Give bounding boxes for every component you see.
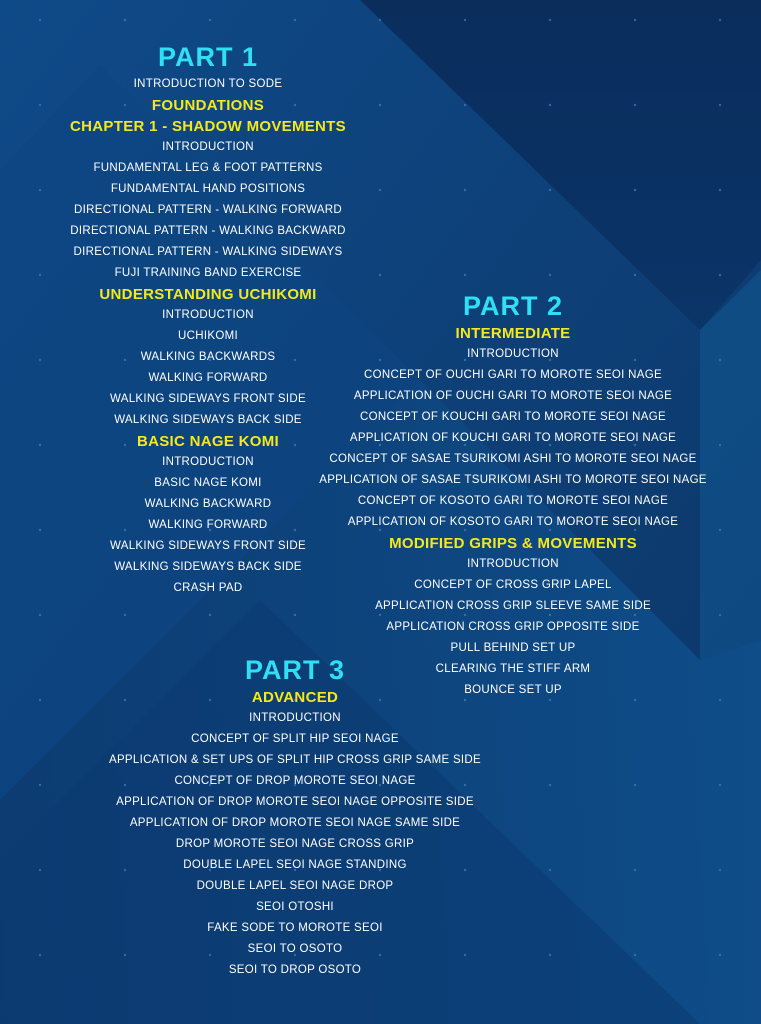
chapter-item: DROP MOROTE SEOI NAGE CROSS GRIP (175, 838, 415, 850)
section-heading: ADVANCED (251, 689, 339, 706)
chapter-item: PULL BEHIND SET UP (450, 642, 576, 654)
section-heading: FOUNDATIONS (151, 97, 265, 114)
part-title: PART 2 (462, 291, 563, 321)
chapter-item: WALKING FORWARD (148, 519, 268, 531)
chapter-item: CONCEPT OF SASAE TSURIKOMI ASHI TO MOROTE SEOI NAGE (329, 453, 697, 465)
chapter-item: CONCEPT OF KOUCHI GARI TO MOROTE SEOI NAGE (360, 411, 666, 423)
chapter-item: BOUNCE SET UP (464, 684, 562, 696)
chapter-item: INTRODUCTION TO SODE (133, 78, 283, 90)
chapter-item: WALKING SIDEWAYS BACK SIDE (114, 414, 302, 426)
chapter-item: WALKING SIDEWAYS FRONT SIDE (110, 393, 306, 405)
chapter-item: WALKING BACKWARD (144, 498, 272, 510)
chapter-item: CONCEPT OF KOSOTO GARI TO MOROTE SEOI NAGE (357, 495, 669, 507)
chapter-item: WALKING FORWARD (148, 372, 268, 384)
chapter-item: APPLICATION CROSS GRIP OPPOSITE SIDE (386, 621, 640, 633)
section-heading: CHAPTER 1 - SHADOW MOVEMENTS (70, 118, 346, 135)
chapter-item: CONCEPT OF SPLIT HIP SEOI NAGE (191, 733, 399, 745)
chapter-item: APPLICATION CROSS GRIP SLEEVE SAME SIDE (375, 600, 651, 612)
chapter-item: APPLICATION OF KOSOTO GARI TO MOROTE SEOI NAGE (347, 516, 679, 528)
chapter-item: APPLICATION OF OUCHI GARI TO MOROTE SEOI NAGE (353, 390, 673, 402)
chapter-item: DOUBLE LAPEL SEOI NAGE DROP (196, 880, 394, 892)
chapter-item: FAKE SODE TO MOROTE SEOI (207, 922, 383, 934)
chapter-item: SEOI OTOSHI (256, 901, 334, 913)
chapter-item: DOUBLE LAPEL SEOI NAGE STANDING (183, 859, 407, 871)
chapter-item: APPLICATION & SET UPS OF SPLIT HIP CROSS GRIP SAME SIDE (108, 754, 482, 766)
chapter-item: CONCEPT OF DROP MOROTE SEOI NAGE (174, 775, 416, 787)
chapter-item: DIRECTIONAL PATTERN - WALKING FORWARD (74, 204, 342, 216)
chapter-item: APPLICATION OF DROP MOROTE SEOI NAGE OPPOSITE SIDE (116, 796, 474, 808)
chapter-item: SEOI TO OSOTO (247, 943, 343, 955)
chapter-item: FUNDAMENTAL LEG & FOOT PATTERNS (93, 162, 323, 174)
chapter-item: CRASH PAD (173, 582, 243, 594)
chapter-item: DIRECTIONAL PATTERN - WALKING BACKWARD (70, 225, 346, 237)
chapter-item: CONCEPT OF OUCHI GARI TO MOROTE SEOI NAGE (364, 369, 662, 381)
chapter-item: SEOI TO DROP OSOTO (228, 964, 362, 976)
chapter-item: APPLICATION OF SASAE TSURIKOMI ASHI TO MOROTE SEOI NAGE (319, 474, 707, 486)
chapter-item: BASIC NAGE KOMI (154, 477, 262, 489)
chapter-item: UCHIKOMI (178, 330, 238, 342)
chapter-item: INTRODUCTION (249, 712, 341, 724)
chapter-item: APPLICATION OF DROP MOROTE SEOI NAGE SAME SIDE (129, 817, 461, 829)
section-heading: INTERMEDIATE (455, 325, 571, 342)
chapter-item: FUNDAMENTAL HAND POSITIONS (110, 183, 306, 195)
chapter-item: INTRODUCTION (162, 309, 254, 321)
chapter-item: CLEARING THE STIFF ARM (435, 663, 591, 675)
chapter-item: CONCEPT OF CROSS GRIP LAPEL (414, 579, 612, 591)
section-heading: UNDERSTANDING UCHIKOMI (99, 286, 317, 303)
chapter-item: APPLICATION OF KOUCHI GARI TO MOROTE SEOI NAGE (349, 432, 677, 444)
section-heading: MODIFIED GRIPS & MOVEMENTS (389, 535, 637, 552)
section-heading: BASIC NAGE KOMI (136, 433, 279, 450)
chapter-item: WALKING SIDEWAYS BACK SIDE (114, 561, 302, 573)
part-title: PART 3 (244, 655, 345, 685)
chapter-item: WALKING SIDEWAYS FRONT SIDE (110, 540, 306, 552)
chapter-item: INTRODUCTION (467, 348, 559, 360)
chapter-item: INTRODUCTION (467, 558, 559, 570)
chapter-item: WALKING BACKWARDS (140, 351, 276, 363)
chapter-item: DIRECTIONAL PATTERN - WALKING SIDEWAYS (73, 246, 343, 258)
part-title: PART 1 (157, 42, 258, 72)
chapter-item: INTRODUCTION (162, 456, 254, 468)
chapter-item: INTRODUCTION (162, 141, 254, 153)
chapter-item: FUJI TRAINING BAND EXERCISE (114, 267, 302, 279)
part-3 (95, 655, 495, 981)
part-2 (313, 291, 713, 701)
